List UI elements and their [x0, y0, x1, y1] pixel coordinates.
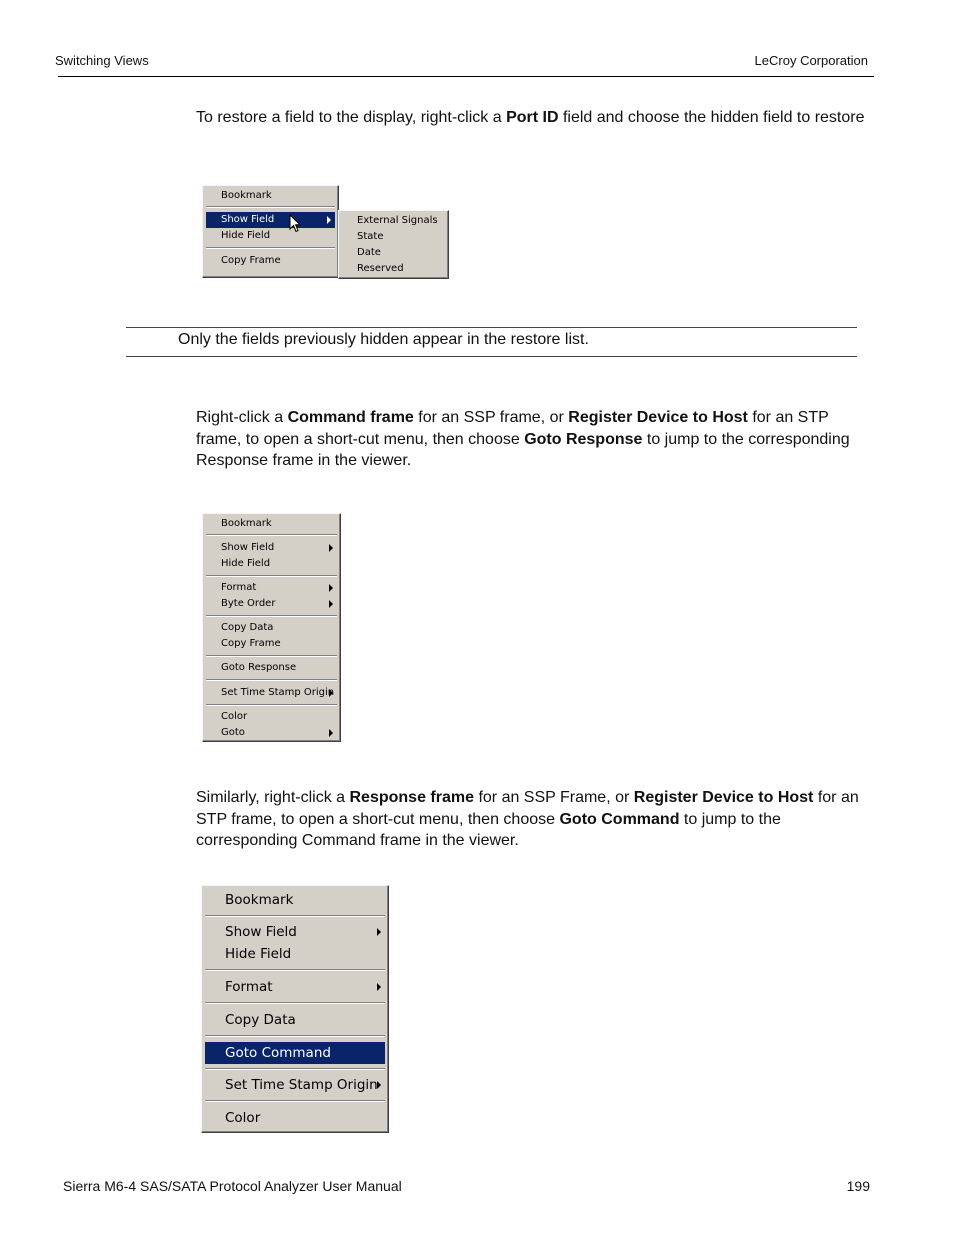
running-header-right: LeCroy Corporation: [754, 53, 868, 68]
menu-separator: [206, 679, 337, 681]
menu-separator: [205, 1035, 385, 1037]
note-rule-top: [126, 327, 857, 328]
submenu-arrow-icon: [377, 983, 381, 991]
menu-item-goto-command[interactable]: Goto Command: [205, 1042, 385, 1064]
header-rule: [58, 76, 874, 77]
menu-separator: [205, 1002, 385, 1004]
menu-item-copy-data[interactable]: Copy Data: [221, 622, 274, 633]
menu-item-copy-data[interactable]: Copy Data: [225, 1012, 296, 1028]
menu-item-byte-order[interactable]: Byte Order: [206, 596, 337, 612]
submenu-arrow-icon: [329, 584, 333, 592]
menu-item-format[interactable]: Format: [205, 977, 385, 997]
submenu-arrow-icon: [329, 689, 333, 697]
context-menu-restore: [202, 185, 339, 278]
paragraph-goto-command: Similarly, right-click a Response frame for an SSP Frame, or Register Device to Host for an STP frame, to open a short-cut menu, then choose Goto Command to jump to the corresponding Command frame in the viewer.: [196, 789, 859, 849]
paragraph-restore-field: To restore a field to the display, right-click a Port ID field and choose the hidden field to restore: [196, 109, 865, 126]
menu-separator: [206, 534, 337, 536]
menu-item-show-field[interactable]: Show Field: [206, 212, 335, 228]
submenu-arrow-icon: [377, 1081, 381, 1089]
menu-item-set-time-stamp-origin[interactable]: Set Time Stamp Origin: [221, 687, 335, 698]
menu-item-color[interactable]: Color: [225, 1110, 261, 1126]
menu-item-goto-response[interactable]: Goto Response: [221, 662, 297, 673]
menu-item-goto[interactable]: Goto: [206, 725, 337, 741]
menu-separator: [206, 615, 337, 617]
submenu-arrow-icon: [329, 600, 333, 608]
menu-item-copy-frame[interactable]: Copy Frame: [221, 255, 281, 266]
menu-separator: [205, 915, 385, 917]
submenu-item-reserved[interactable]: Reserved: [357, 263, 404, 274]
submenu-item-date[interactable]: Date: [357, 247, 381, 258]
menu-separator: [205, 1068, 385, 1070]
menu-item-hide-field[interactable]: Hide Field: [225, 946, 292, 962]
menu-separator: [205, 1100, 385, 1102]
menu-item-color[interactable]: Color: [221, 711, 248, 722]
menu-separator: [205, 969, 385, 971]
submenu-item-state[interactable]: State: [357, 231, 384, 242]
menu-item-hide-field[interactable]: Hide Field: [221, 230, 271, 241]
context-menu-response-frame: [201, 885, 389, 1133]
submenu-hidden-fields: [338, 210, 449, 279]
paragraph-goto-response: Right-click a Command frame for an SSP frame, or Register Device to Host for an STP frame, to open a short-cut menu, then choose Goto Response to jump to the corresponding Response frame in the viewer.: [196, 409, 850, 469]
menu-item-copy-frame[interactable]: Copy Frame: [221, 638, 281, 649]
menu-item-show-field[interactable]: Show Field: [205, 922, 385, 942]
footer-page-number: 199: [846, 1178, 870, 1194]
menu-item-show-field[interactable]: Show Field: [206, 540, 337, 556]
menu-separator: [206, 655, 337, 657]
footer-manual-title: Sierra M6-4 SAS/SATA Protocol Analyzer User Manual: [63, 1178, 402, 1194]
menu-item-set-time-stamp-origin[interactable]: Set Time Stamp Origin: [205, 1075, 385, 1095]
note-text: Only the fields previously hidden appear in the restore list.: [178, 331, 589, 348]
submenu-arrow-icon: [329, 544, 333, 552]
submenu-arrow-icon: [329, 729, 333, 737]
submenu-item-external-signals[interactable]: External Signals: [357, 215, 438, 226]
running-header-left: Switching Views: [55, 53, 149, 68]
menu-separator: [206, 206, 335, 208]
menu-item-bookmark[interactable]: Bookmark: [221, 190, 272, 201]
context-menu-command-frame: [202, 513, 341, 742]
menu-item-bookmark[interactable]: Bookmark: [225, 892, 294, 908]
menu-separator: [206, 575, 337, 577]
menu-separator: [206, 704, 337, 706]
mouse-pointer-icon: [289, 214, 301, 234]
menu-item-format[interactable]: Format: [206, 580, 337, 596]
menu-separator: [206, 247, 335, 249]
menu-item-bookmark[interactable]: Bookmark: [221, 518, 272, 529]
menu-item-hide-field[interactable]: Hide Field: [221, 558, 271, 569]
submenu-arrow-icon: [327, 216, 331, 224]
note-rule-bottom: [126, 356, 857, 357]
submenu-arrow-icon: [377, 928, 381, 936]
